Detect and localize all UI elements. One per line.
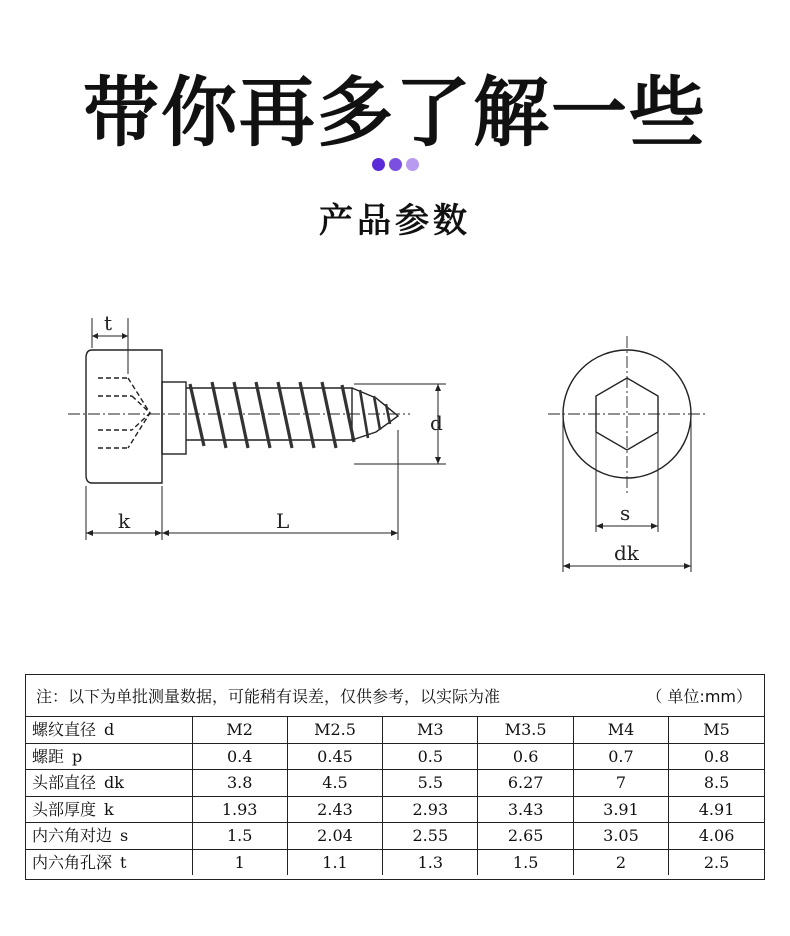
spec-label-text: 头部直径 (32, 773, 97, 793)
dot-1 (372, 158, 385, 171)
spec-label-text: 头部厚度 (32, 799, 97, 819)
dot-2 (389, 158, 402, 171)
spec-cell: 0.5 (383, 743, 478, 770)
spec-cell: 4.06 (669, 823, 764, 850)
spec-label-symbol: d (104, 720, 115, 740)
spec-row-label (26, 770, 192, 797)
spec-row (26, 743, 764, 770)
spec-label-text: 内六角孔深 (32, 852, 113, 872)
spec-cell: M4 (573, 717, 668, 743)
spec-label-text: 内六角对边 (32, 826, 113, 846)
dim-label-L: L (276, 509, 290, 533)
dim-label-dk: dk (614, 541, 639, 565)
spec-unit: （ 单位:mm） (646, 687, 752, 706)
spec-cell: 0.7 (573, 743, 668, 770)
spec-label-text: 螺纹直径 (32, 720, 97, 740)
spec-cell: 1.5 (478, 849, 573, 875)
spec-row-label (26, 743, 192, 770)
spec-cell: 2.5 (669, 849, 764, 875)
spec-cell: 2.04 (287, 823, 382, 850)
spec-cell: M3.5 (478, 717, 573, 743)
screw-top-view (548, 336, 708, 572)
spec-table (26, 717, 764, 875)
spec-cell: 7 (573, 770, 668, 797)
decorative-dots (0, 158, 790, 171)
spec-table-panel (25, 674, 765, 880)
spec-label-text: 螺距 (32, 746, 65, 766)
spec-row (26, 823, 764, 850)
spec-cell: 0.6 (478, 743, 573, 770)
dim-label-k: k (118, 509, 131, 533)
spec-row-label (26, 849, 192, 875)
spec-label-symbol: s (120, 826, 129, 846)
section-subtitle: 产品参数 (319, 201, 471, 241)
spec-note: 注：以下为单批测量数据，可能稍有误差，仅供参考，以实际为准 (36, 687, 501, 706)
spec-cell: 3.8 (192, 770, 287, 797)
spec-label-symbol: t (120, 852, 127, 872)
spec-cell: M3 (383, 717, 478, 743)
spec-cell: 1 (192, 849, 287, 875)
spec-cell: 3.05 (573, 823, 668, 850)
spec-cell: 3.91 (573, 796, 668, 823)
spec-label-symbol: p (72, 746, 83, 766)
spec-row-label (26, 796, 192, 823)
spec-row (26, 770, 764, 797)
spec-cell: 2.65 (478, 823, 573, 850)
spec-label-symbol: k (104, 799, 114, 819)
spec-row (26, 796, 764, 823)
screw-technical-drawing (0, 290, 790, 590)
page-title: 带你再多了解一些 (83, 68, 707, 157)
spec-cell: 2.93 (383, 796, 478, 823)
dim-label-s: s (620, 501, 631, 525)
spec-cell: 0.8 (669, 743, 764, 770)
spec-cell: 1.5 (192, 823, 287, 850)
spec-cell: 1.3 (383, 849, 478, 875)
dim-label-t: t (104, 311, 113, 335)
dot-3 (406, 158, 419, 171)
spec-cell: 8.5 (669, 770, 764, 797)
spec-cell: 0.45 (287, 743, 382, 770)
dim-label-d: d (430, 411, 443, 435)
spec-cell: M2 (192, 717, 287, 743)
spec-cell: 2.55 (383, 823, 478, 850)
spec-row (26, 717, 764, 743)
spec-row-label (26, 717, 192, 743)
screw-side-view (68, 318, 446, 540)
spec-cell: M5 (669, 717, 764, 743)
spec-cell: 6.27 (478, 770, 573, 797)
spec-cell: 2 (573, 849, 668, 875)
spec-row (26, 849, 764, 875)
spec-cell: 0.4 (192, 743, 287, 770)
spec-cell: 1.1 (287, 849, 382, 875)
spec-cell: M2.5 (287, 717, 382, 743)
spec-label-symbol: dk (104, 773, 124, 793)
spec-note-row (26, 675, 764, 717)
spec-cell: 4.91 (669, 796, 764, 823)
spec-cell: 5.5 (383, 770, 478, 797)
spec-row-label (26, 823, 192, 850)
spec-cell: 1.93 (192, 796, 287, 823)
spec-cell: 3.43 (478, 796, 573, 823)
spec-cell: 4.5 (287, 770, 382, 797)
spec-cell: 2.43 (287, 796, 382, 823)
